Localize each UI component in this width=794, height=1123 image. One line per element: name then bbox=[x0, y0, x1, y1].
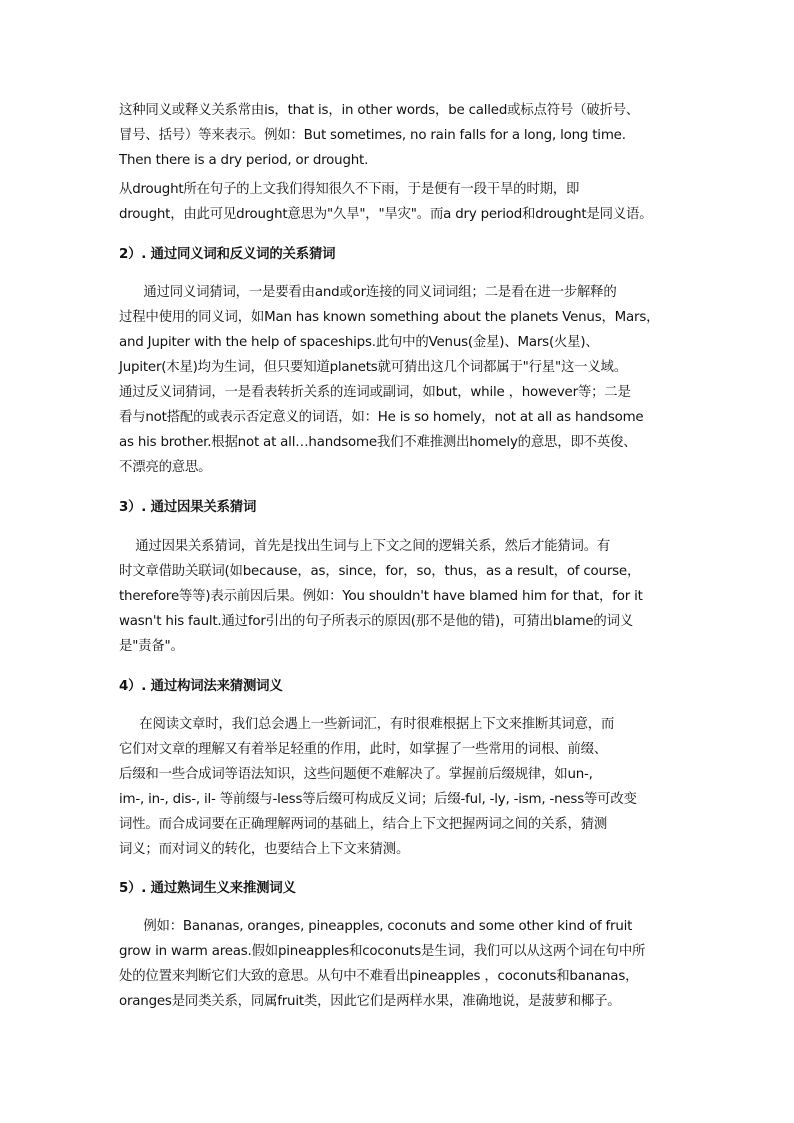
text-line: 通过因果关系猜词，首先是找出生词与上下文之间的逻辑关系，然后才能猜词。有 bbox=[119, 539, 611, 554]
text-line: Jupiter(木星)均为生词，但只要知道planets就可猜出这几个词都属于"行星"这一义域。 bbox=[119, 360, 627, 375]
text-line: 处的位置来判断它们大致的意思。从句中不难看出pineapples ，coconuts和bananas， bbox=[119, 969, 639, 984]
text-line: 通过同义词猜词，一是要看由and或or连接的同义词词组；二是看在进一步解释的 bbox=[119, 285, 617, 300]
text-line: as his brother.根据not at all…handsome我们不难推测出homely的意思，即不英俊、 bbox=[119, 435, 637, 450]
text-line: 冒号、括号）等来表示。例如：But sometimes, no rain falls for a long, long time. bbox=[119, 128, 626, 143]
paragraph-word-formation bbox=[119, 712, 679, 862]
text-line: drought，由此可见drought意思为"久旱"，"旱灾"。而a dry period和drought是同义语。 bbox=[119, 207, 653, 222]
text-line: wasn't his fault.通过for引出的句子所表示的原因(那不是他的错)，可猜出blame的词义 bbox=[119, 614, 634, 629]
text-line: oranges是同类关系，同属fruit类，因此它们是两样水果，准确地说，是菠萝和椰子。 bbox=[119, 994, 621, 1009]
text-line: 在阅读文章时，我们总会遇上一些新词汇，有时很难根据上下文来推断其词意，而 bbox=[119, 717, 615, 732]
section-heading-4: 4）. 通过构词法来猜测词义 bbox=[119, 679, 283, 694]
text-line: 不漂亮的意思。 bbox=[119, 460, 212, 475]
text-line: 词性。而合成词要在正确理解两词的基础上，结合上下文把握两词之间的关系，猜测 bbox=[119, 817, 608, 832]
text-line: grow in warm areas.假如pineapples和coconuts是生词，我们可以从这两个词在句中所 bbox=[119, 944, 646, 959]
text-line: 从drought所在句子的上文我们得知很久不下雨，于是便有一段干旱的时期，即 bbox=[119, 182, 580, 197]
text-line: 后缀和一些合成词等语法知识，这些问题便不难解决了。掌握前后缀规律，如un-, bbox=[119, 767, 593, 782]
text-line: 词义；而对词义的转化，也要结合上下文来猜测。 bbox=[119, 842, 410, 857]
text-line: 这种同义或释义关系常由is，that is，in other words，be called或标点符号（破折号、 bbox=[119, 103, 640, 118]
text-line: 通过反义词猜词，一是看表转折关系的连词或副词，如but，while ，however等；二是 bbox=[119, 385, 631, 400]
text-line: 例如：Bananas, oranges, pineapples, coconuts and some other kind of fruit bbox=[119, 919, 633, 934]
text-line: 过程中使用的同义词，如Man has known something about the planets Venus，Mars， bbox=[119, 310, 660, 325]
paragraph-drought-example bbox=[119, 177, 679, 227]
text-line: 时文章借助关联词(如because，as，since，for，so，thus，as a result，of course， bbox=[119, 564, 641, 579]
text-line: Then there is a dry period, or drought. bbox=[119, 153, 369, 168]
section-heading-2: 2）. 通过同义词和反义词的关系猜词 bbox=[119, 247, 336, 262]
text-line: 看与not搭配的或表示否定意义的词语，如：He is so homely，not at all as handsome bbox=[119, 410, 644, 425]
section-heading-5: 5）. 通过熟词生义来推测词义 bbox=[119, 881, 296, 896]
section-heading-3: 3）. 通过因果关系猜词 bbox=[119, 500, 257, 515]
paragraph-cause-effect bbox=[119, 534, 679, 659]
text-line: therefore等等)表示前因后果。例如：You shouldn't have blamed him for that，for it bbox=[119, 589, 643, 604]
paragraph-familiar-words bbox=[119, 914, 679, 1014]
text-line: and Jupiter with the help of spaceships.此句中的Venus(金星)、Mars(火星)、 bbox=[119, 335, 599, 350]
text-line: im-, in-, dis-, il- 等前缀与-less等后缀可构成反义词；后缀-ful, -ly, -ism, -ness等可改变 bbox=[119, 792, 637, 807]
text-line: 它们对文章的理解又有着举足轻重的作用，此时，如掌握了一些常用的词根、前缀、 bbox=[119, 742, 608, 757]
paragraph-synonym-antonym bbox=[119, 280, 679, 480]
paragraph-synonym-markers bbox=[119, 98, 679, 173]
text-line: 是"责备"。 bbox=[119, 639, 184, 654]
